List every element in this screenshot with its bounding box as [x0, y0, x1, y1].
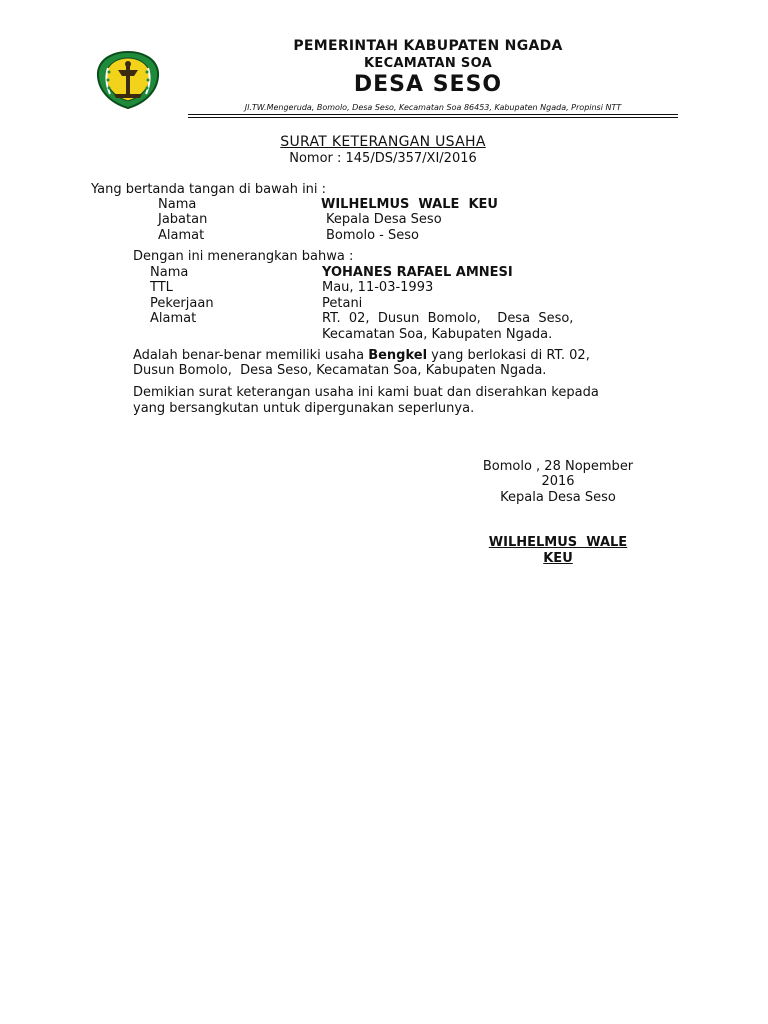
signer-intro: Yang bertanda tangan di bawah ini : [91, 182, 327, 197]
closing-statement-line2: yang bersangkutan untuk dipergunakan seperlunya. [133, 401, 475, 416]
date-year: 2016 [541, 474, 575, 489]
business-statement-post: yang berlokasi di RT. 02, [427, 348, 590, 363]
letterhead-village: DESA SESO [353, 72, 503, 97]
subject-address-label: Alamat [150, 311, 197, 326]
signer-name-value: WILHELMUS WALE KEU [321, 197, 498, 212]
letterhead-rule [188, 114, 678, 115]
place-date: Bomolo , 28 Nopember [482, 459, 634, 474]
regency-logo [96, 50, 160, 110]
signer-position-label: Jabatan [158, 212, 208, 227]
subject-name-label: Nama [150, 265, 189, 280]
letterhead-address: Jl.TW.Mengeruda, Bomolo, Desa Seso, Kecamatan Soa 86453, Kabupaten Ngada, Propinsi NTT [244, 103, 622, 112]
subject-ttl-value: Mau, 11-03-1993 [322, 280, 434, 295]
letterhead-district: KECAMATAN SOA [364, 56, 492, 71]
subject-address-value-line2: Kecamatan Soa, Kabupaten Ngada. [322, 327, 553, 342]
subject-name-value: YOHANES RAFAEL AMNESI [322, 265, 513, 280]
business-statement [133, 348, 681, 363]
letterhead-rule-thin [188, 117, 678, 118]
subject-occupation-value: Petani [322, 296, 363, 311]
signer-position-value: Kepala Desa Seso [326, 212, 442, 227]
signer-address-value: Bomolo - Seso [326, 228, 419, 243]
subject-address-value: RT. 02, Dusun Bomolo, Desa Seso, [322, 311, 574, 326]
closing-statement: Demikian surat keterangan usaha ini kami buat dan diserahkan kepada [133, 385, 599, 400]
business-statement-pre: Adalah benar-benar memiliki usaha [133, 348, 369, 363]
document-title: SURAT KETERANGAN USAHA [280, 134, 486, 150]
signer-address-label: Alamat [158, 228, 205, 243]
subject-intro: Dengan ini menerangkan bahwa : [133, 249, 354, 264]
signer-name-label: Nama [158, 197, 197, 212]
business-statement-line2: Dusun Bomolo, Desa Seso, Kecamatan Soa, Kabupaten Ngada. [133, 363, 547, 378]
signer-title: Kepala Desa Seso [500, 490, 616, 505]
letterhead-government: PEMERINTAH KABUPATEN NGADA [293, 38, 563, 54]
subject-occupation-label: Pekerjaan [150, 296, 214, 311]
signer-signature-name-line2: KEU [543, 551, 573, 566]
business-type: Bengkel [368, 348, 428, 363]
subject-ttl-label: TTL [150, 280, 173, 295]
signer-signature-name: WILHELMUS WALE [488, 535, 628, 550]
document-number: Nomor : 145/DS/357/XI/2016 [289, 151, 477, 166]
